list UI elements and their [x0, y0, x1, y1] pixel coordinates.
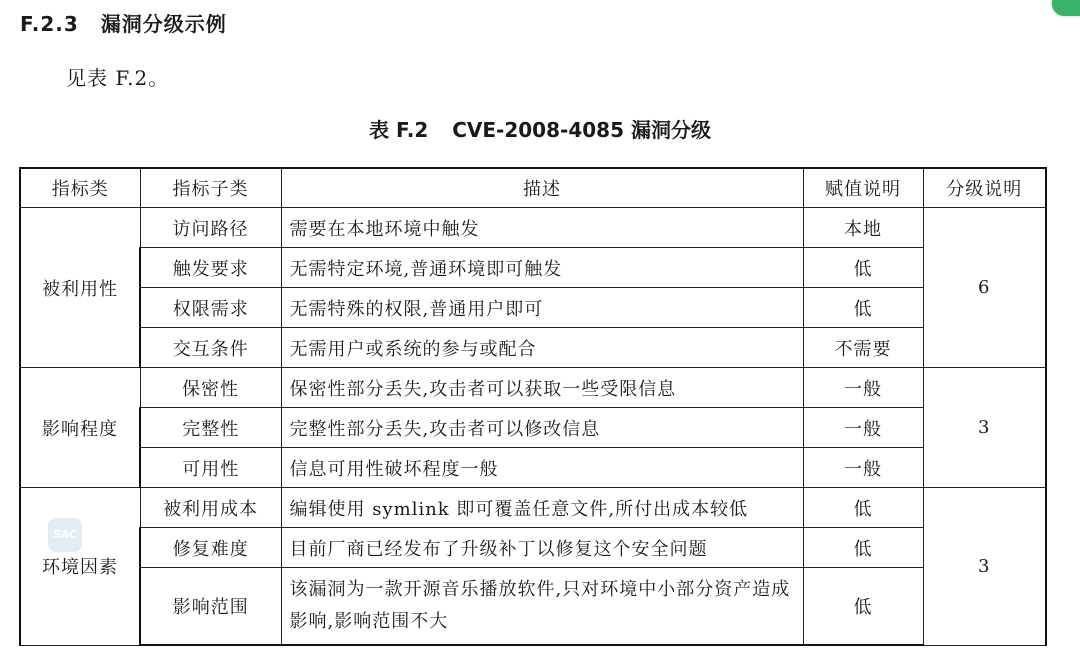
table-row — [20, 568, 1046, 646]
header-assignment: 赋值说明 — [803, 168, 923, 208]
description-cell: 无需特殊的权限,普通用户即可 — [281, 288, 803, 328]
table-row — [20, 448, 1046, 488]
table-caption-label: 表 F.2 — [369, 118, 429, 142]
table-row — [20, 248, 1046, 288]
section-number: F.2.3 — [20, 12, 79, 36]
description-cell: 目前厂商已经发布了升级补丁以修复这个安全问题 — [281, 528, 803, 568]
subcategory-cell: 访问路径 — [140, 208, 281, 248]
sac-watermark-logo: SAC — [48, 518, 82, 552]
table-row — [20, 208, 1046, 248]
category-cell: 被利用性 — [20, 208, 140, 368]
description-cell: 完整性部分丢失,攻击者可以修改信息 — [281, 408, 803, 448]
subcategory-cell: 修复难度 — [140, 528, 281, 568]
category-cell: 影响程度 — [20, 368, 140, 488]
table-row — [20, 528, 1046, 568]
description-cell: 信息可用性破坏程度一般 — [281, 448, 803, 488]
description-cell: 需要在本地环境中触发 — [281, 208, 803, 248]
subcategory-cell: 触发要求 — [140, 248, 281, 288]
value-cell: 一般 — [803, 368, 923, 408]
table-caption — [0, 114, 1080, 143]
table-row — [20, 488, 1046, 528]
description-cell: 该漏洞为一款开源音乐播放软件,只对环境中小部分资产造成影响,影响范围不大 — [281, 568, 803, 646]
table-header-row — [20, 168, 1046, 208]
grade-cell: 3 — [923, 368, 1046, 488]
table-row — [20, 408, 1046, 448]
header-grade: 分级说明 — [923, 168, 1046, 208]
value-cell: 低 — [803, 568, 923, 646]
table-caption-title: CVE-2008-4085 漏洞分级 — [452, 118, 711, 142]
value-cell: 本地 — [803, 208, 923, 248]
corner-badge[interactable] — [1050, 0, 1080, 18]
category-cell: 环境因素 — [20, 488, 140, 646]
table-reference-text: 见表 F.2。 — [66, 66, 170, 90]
table-row — [20, 328, 1046, 368]
table-row — [20, 288, 1046, 328]
value-cell: 一般 — [803, 408, 923, 448]
value-cell: 不需要 — [803, 328, 923, 368]
grade-cell: 6 — [923, 208, 1046, 368]
value-cell: 低 — [803, 288, 923, 328]
grade-cell: 3 — [923, 488, 1046, 646]
section-title: 漏洞分级示例 — [100, 12, 227, 36]
subcategory-cell: 权限需求 — [140, 288, 281, 328]
value-cell: 低 — [803, 248, 923, 288]
subcategory-cell: 完整性 — [140, 408, 281, 448]
subcategory-cell: 可用性 — [140, 448, 281, 488]
description-cell: 无需特定环境,普通环境即可触发 — [281, 248, 803, 288]
subcategory-cell: 保密性 — [140, 368, 281, 408]
subcategory-cell: 交互条件 — [140, 328, 281, 368]
value-cell: 低 — [803, 488, 923, 528]
section-heading — [20, 8, 227, 37]
table-row — [20, 368, 1046, 408]
vulnerability-grading-table — [19, 167, 1047, 646]
description-cell: 编辑使用 symlink 即可覆盖任意文件,所付出成本较低 — [281, 488, 803, 528]
header-description: 描述 — [281, 168, 803, 208]
subcategory-cell: 影响范围 — [140, 568, 281, 646]
value-cell: 一般 — [803, 448, 923, 488]
header-subcategory: 指标子类 — [140, 168, 281, 208]
header-category: 指标类 — [20, 168, 140, 208]
value-cell: 低 — [803, 528, 923, 568]
description-cell: 无需用户或系统的参与或配合 — [281, 328, 803, 368]
subcategory-cell: 被利用成本 — [140, 488, 281, 528]
description-cell: 保密性部分丢失,攻击者可以获取一些受限信息 — [281, 368, 803, 408]
